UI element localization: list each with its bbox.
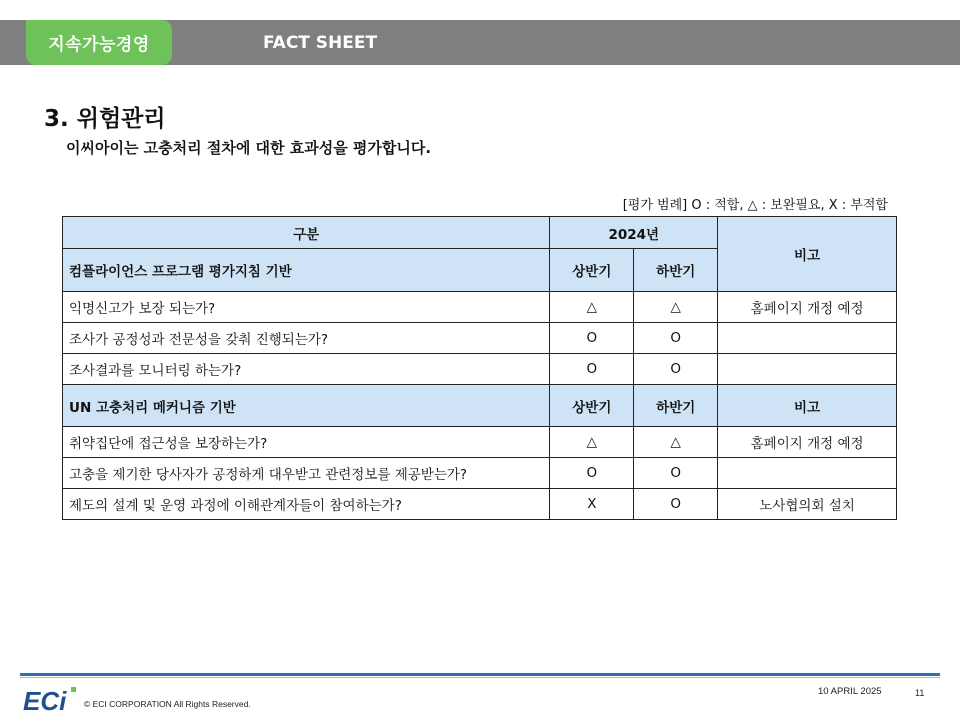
page-title: 3. 위험관리 — [44, 106, 166, 132]
header-note: 비고 — [718, 385, 897, 427]
first-half-result: O — [550, 458, 634, 489]
copyright-text: © ECI CORPORATION All Rights Reserved. — [84, 699, 251, 709]
svg-text:ECi: ECi — [23, 686, 67, 713]
second-half-result: O — [634, 458, 718, 489]
header-first-half: 상반기 — [550, 385, 634, 427]
table-row — [63, 489, 897, 520]
eci-logo — [22, 685, 82, 713]
table-row — [63, 458, 897, 489]
second-half-result: O — [634, 323, 718, 354]
note-cell: 노사협의회 설치 — [718, 489, 897, 520]
section-badge: 지속가능경영 — [26, 20, 172, 65]
footer-divider — [20, 673, 940, 676]
header-first-half: 상반기 — [550, 249, 634, 292]
note-cell — [718, 458, 897, 489]
question-cell: 조사가 공정성과 전문성을 갖춰 진행되는가? — [63, 323, 550, 354]
table-row — [63, 323, 897, 354]
evaluation-table — [62, 216, 897, 520]
table-row — [63, 427, 897, 458]
note-cell: 홈페이지 개정 예정 — [718, 427, 897, 458]
header-year: 2024년 — [550, 217, 718, 249]
question-cell: 고충을 제기한 당사자가 공정하게 대우받고 관련정보를 제공받는가? — [63, 458, 550, 489]
question-cell: 조사결과를 모니터링 하는가? — [63, 354, 550, 385]
note-cell — [718, 354, 897, 385]
first-half-result: △ — [550, 292, 634, 323]
header-second-half: 하반기 — [634, 249, 718, 292]
section-title: UN 고충처리 메커니즘 기반 — [63, 385, 550, 427]
header-category: 구분 — [63, 217, 550, 249]
page-number: 11 — [915, 688, 925, 698]
question-cell: 제도의 설계 및 운영 과정에 이해관계자들이 참여하는가? — [63, 489, 550, 520]
header-second-half: 하반기 — [634, 385, 718, 427]
fact-sheet-label: FACT SHEET — [263, 33, 378, 53]
note-cell — [718, 323, 897, 354]
first-half-result: O — [550, 354, 634, 385]
note-cell: 홈페이지 개정 예정 — [718, 292, 897, 323]
page-subtitle: 이씨아이는 고충처리 절차에 대한 효과성을 평가합니다. — [66, 139, 432, 157]
table-header-row — [63, 217, 897, 249]
second-half-result: △ — [634, 427, 718, 458]
question-cell: 취약집단에 접근성을 보장하는가? — [63, 427, 550, 458]
first-half-result: △ — [550, 427, 634, 458]
footer-divider-thin — [20, 677, 940, 678]
second-half-result: O — [634, 489, 718, 520]
table-row — [63, 354, 897, 385]
first-half-result: O — [550, 323, 634, 354]
evaluation-legend: [평가 범례] O : 적합, △ : 보완필요, X : 부적합 — [622, 198, 888, 213]
header-note: 비고 — [718, 217, 897, 292]
document-date: 10 APRIL 2025 — [818, 686, 882, 697]
question-cell: 익명신고가 보장 되는가? — [63, 292, 550, 323]
second-half-result: O — [634, 354, 718, 385]
table-row — [63, 292, 897, 323]
first-half-result: X — [550, 489, 634, 520]
second-half-result: △ — [634, 292, 718, 323]
section-title: 컴플라이언스 프로그램 평가지침 기반 — [63, 249, 550, 292]
section-header-row — [63, 385, 897, 427]
